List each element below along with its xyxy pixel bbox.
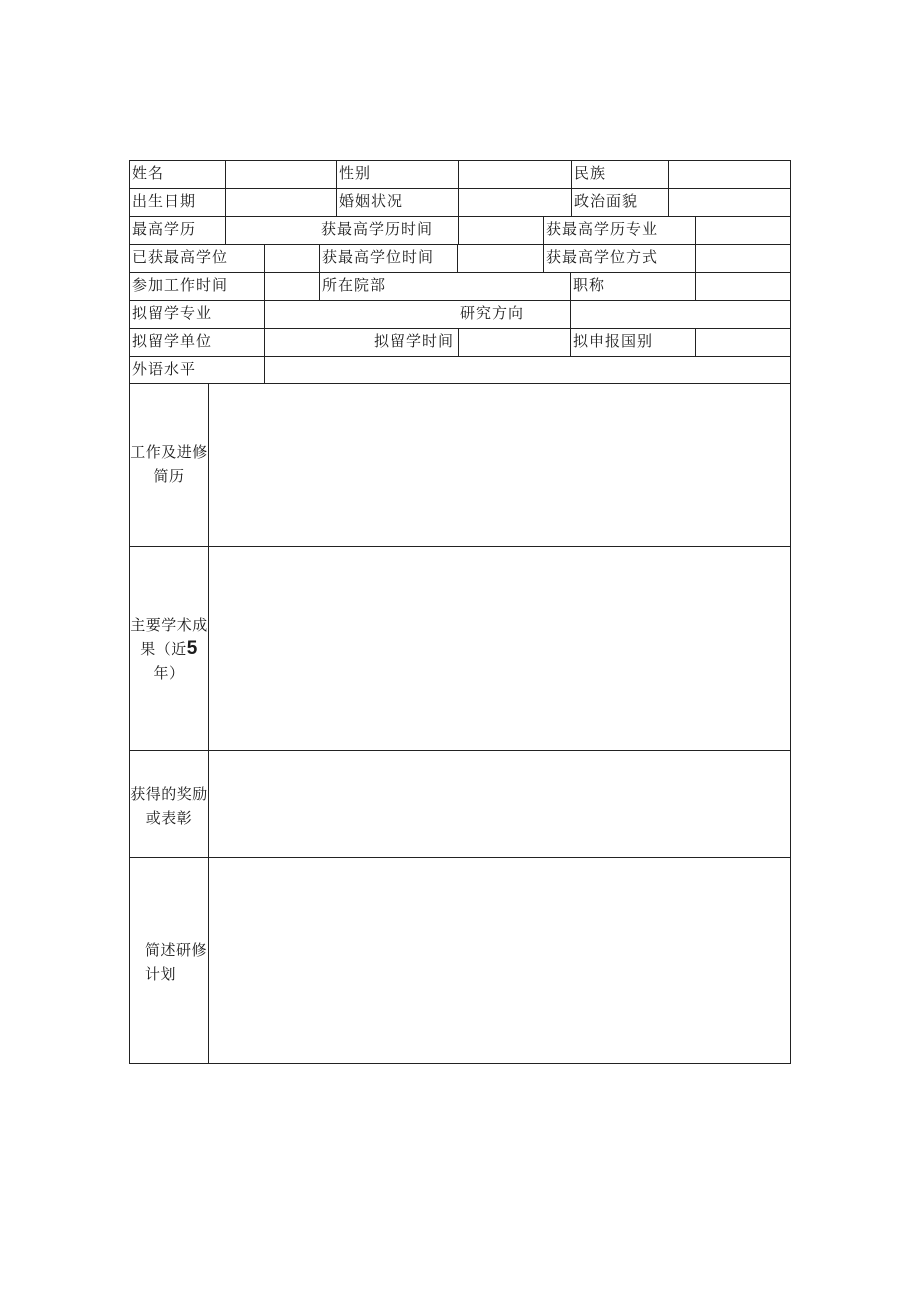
awards-label (129, 782, 209, 830)
major-label: 拟留学专业 (132, 304, 213, 322)
direction-field[interactable] (570, 300, 791, 329)
political-label: 政治面貌 (574, 192, 639, 210)
direction-label-cell (264, 300, 571, 329)
work-history-line1: 工作及进修 (130, 443, 208, 461)
name-field[interactable] (225, 160, 337, 189)
degree-method-field[interactable] (695, 244, 791, 273)
work-history-field[interactable] (208, 383, 791, 547)
plan-label (137, 938, 209, 986)
dept-label: 所在院部 (322, 276, 387, 294)
achievements-line1: 主要学术成 (130, 616, 208, 634)
plan-line1: 简述研修 (145, 941, 208, 959)
birth-field[interactable] (225, 188, 337, 217)
gender-field[interactable] (458, 160, 572, 189)
edu-major-label: 获最高学历专业 (546, 220, 659, 238)
country-field[interactable] (695, 328, 791, 357)
edu-time-field[interactable] (458, 216, 544, 245)
degree-time-label: 获最高学位时间 (322, 248, 435, 266)
edu-label: 最高学历 (132, 220, 197, 238)
edu-time-label: 获最高学历时间 (321, 220, 434, 238)
ethnicity-field[interactable] (668, 160, 791, 189)
achievements-field[interactable] (208, 546, 791, 751)
plan-field[interactable] (208, 857, 791, 1064)
marital-label: 婚姻状况 (339, 192, 404, 210)
degree-field[interactable] (264, 244, 320, 273)
language-field[interactable] (264, 356, 791, 384)
title-label: 职称 (573, 276, 606, 294)
ethnicity-label: 民族 (574, 164, 607, 182)
direction-label: 研究方向 (460, 304, 525, 322)
name-label: 姓名 (132, 164, 165, 182)
work-time-label: 参加工作时间 (132, 276, 229, 294)
degree-method-label: 获最高学位方式 (546, 248, 659, 266)
application-form-table (129, 160, 791, 1064)
achievements-label (129, 613, 209, 685)
study-time-label: 拟留学时间 (374, 332, 455, 350)
birth-label: 出生日期 (132, 192, 197, 210)
country-label: 拟申报国别 (573, 332, 654, 350)
awards-line2: 或表彰 (145, 809, 193, 827)
unit-label: 拟留学单位 (132, 332, 213, 350)
political-field[interactable] (668, 188, 791, 217)
plan-line2: 计划 (145, 965, 177, 983)
language-label: 外语水平 (132, 360, 197, 378)
awards-field[interactable] (208, 750, 791, 858)
work-time-field[interactable] (264, 272, 320, 301)
achievements-line3: 年） (153, 664, 185, 682)
awards-line1: 获得的奖励 (130, 785, 208, 803)
achievements-line2-text: 果（近 (140, 640, 187, 658)
marital-field[interactable] (458, 188, 572, 217)
gender-label: 性别 (339, 164, 372, 182)
work-history-line2: 简历 (153, 467, 185, 485)
degree-time-field[interactable] (457, 244, 544, 273)
study-time-field[interactable] (458, 328, 571, 357)
title-field[interactable] (695, 272, 791, 301)
achievements-line2-number: 5 (186, 638, 198, 659)
edu-major-field[interactable] (695, 216, 791, 245)
achievements-line2 (129, 637, 209, 661)
degree-label: 已获最高学位 (132, 248, 229, 266)
work-history-label (129, 440, 209, 488)
